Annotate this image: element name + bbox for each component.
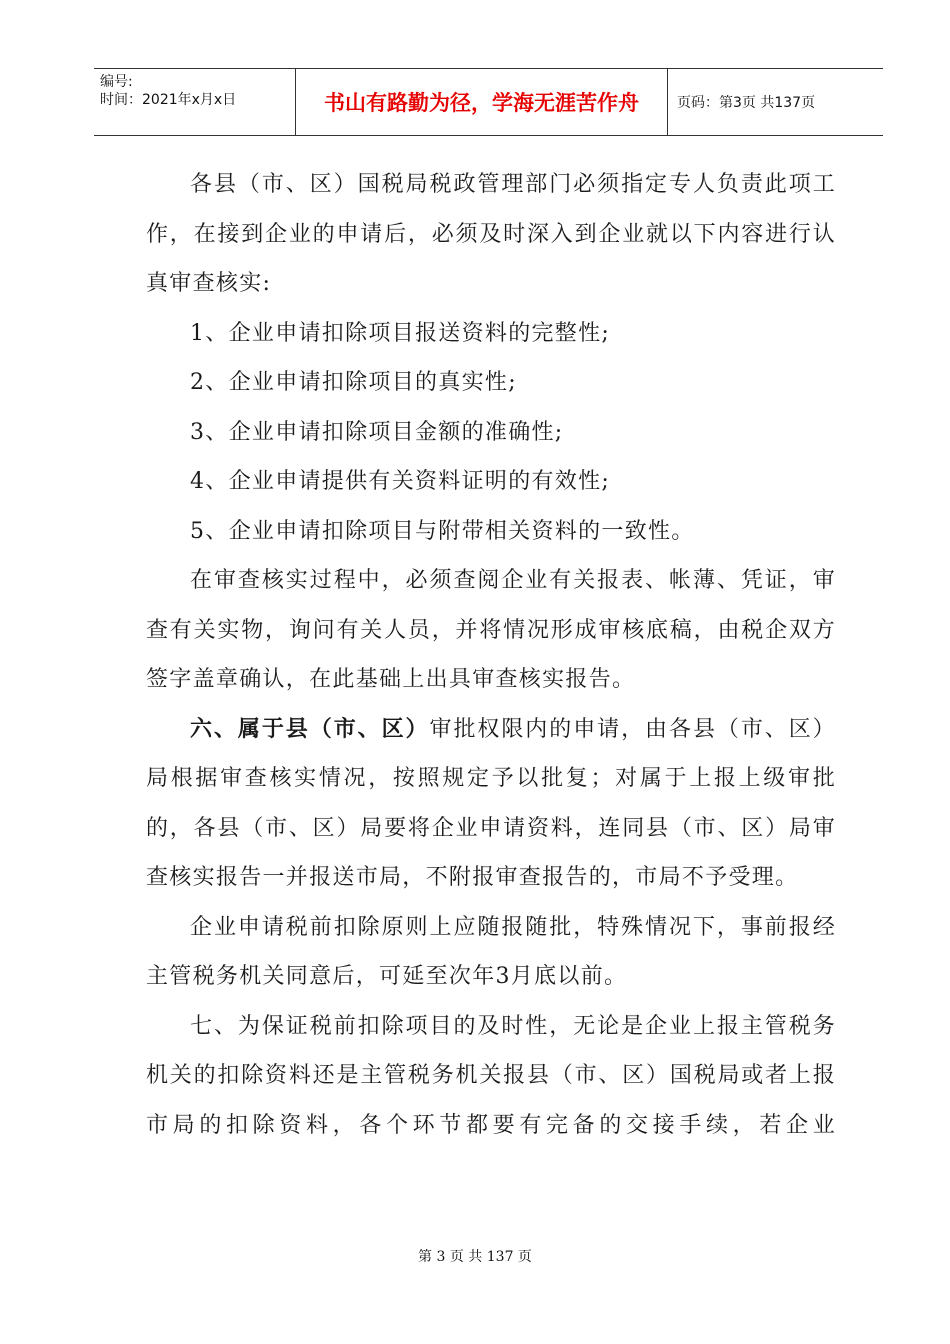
page-footer: 第 3 页 共 137 页 bbox=[418, 1249, 532, 1265]
paragraph-item-1: 1、企业申请扣除项目报送资料的完整性; bbox=[190, 320, 611, 346]
header-page-info: 页码：第3页 共137页 bbox=[677, 95, 816, 111]
document-time-label: 时间：2021年x月x日 bbox=[100, 92, 237, 108]
paragraph-deadline: 企业申请税前扣除原则上应随报随批，特殊情况下，事前报经主管税务机关同意后，可延至次年3月底以前。 bbox=[146, 914, 836, 989]
header-meta bbox=[94, 69, 296, 135]
paragraph-section-six bbox=[146, 705, 836, 903]
document-number-label: 编号: bbox=[100, 74, 133, 90]
paragraph-review-staff: 各县（市、区）国税局税政管理部门必须指定专人负责此项工作，在接到企业的申请后，必须及时深入到企业就以下内容进行认真审查核实: bbox=[146, 172, 836, 296]
document-body bbox=[146, 160, 836, 1150]
paragraph-review-process: 在审查核实过程中，必须查阅企业有关报表、帐薄、凭证，审查有关实物，询问有关人员，并将情况形成审核底稿，由税企双方签字盖章确认，在此基础上出具审查核实报告。 bbox=[146, 568, 836, 692]
page-header bbox=[94, 68, 883, 136]
header-motto: 书山有路勤为径，学海无涯苦作舟 bbox=[296, 69, 668, 135]
section-six-text: 审批权限内的申请，由各县（市、区）局根据审查核实情况，按照规定予以批复；对属于上报上级审批的，各县（市、区）局要将企业申请资料，连同县（市、区）局审查核实报告一并报送市局，不附报审查报告的，市局不予受理。 bbox=[146, 716, 836, 890]
paragraph-item-3: 3、企业申请扣除项目金额的准确性; bbox=[190, 419, 564, 445]
paragraph-section-seven: 七、为保证税前扣除项目的及时性，无论是企业上报主管税务机关的扣除资料还是主管税务机关报县（市、区）国税局或者上报市局的扣除资料，各个环节都要有完备的交接手续，若企业 bbox=[146, 1013, 836, 1138]
paragraph-item-2: 2、企业申请扣除项目的真实性; bbox=[190, 370, 517, 395]
section-six-heading: 六、属于县（市、区） bbox=[190, 715, 430, 742]
paragraph-item-5: 5、企业申请扣除项目与附带相关资料的一致性。 bbox=[190, 518, 695, 544]
paragraph-item-4: 4、企业申请提供有关资料证明的有效性; bbox=[190, 469, 611, 494]
